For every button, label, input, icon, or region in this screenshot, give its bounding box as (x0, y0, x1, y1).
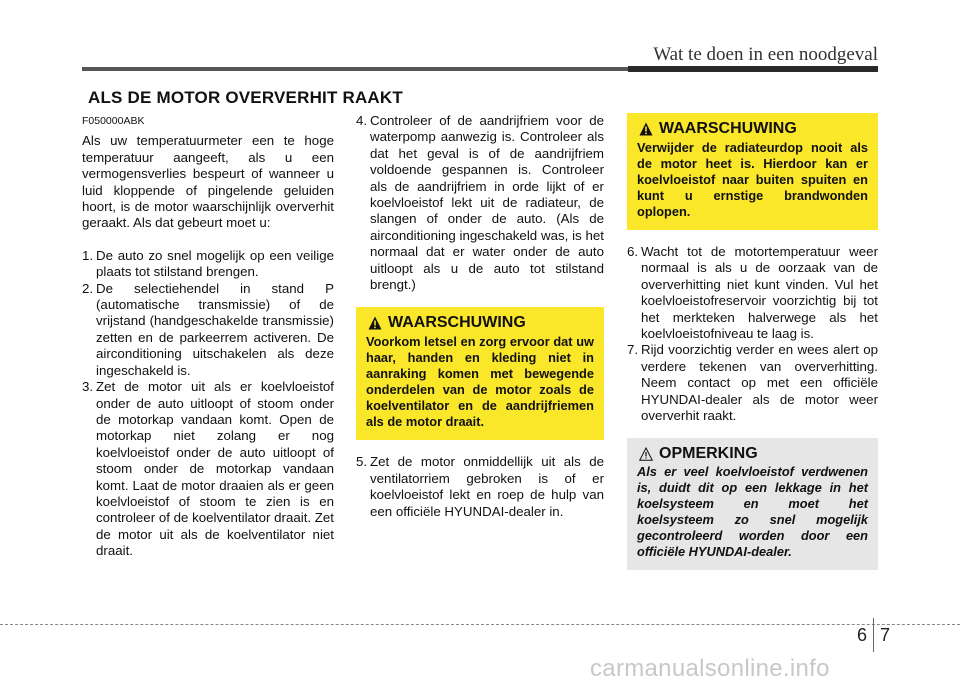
step-number: 3. (82, 379, 94, 395)
warning-heading (366, 315, 594, 331)
step-number: 5. (356, 454, 368, 470)
step-text: Rijd voorzichtig verder en wees alert op verdere tekenen van oververhitting. Neem contact op met een officiële HYUNDAI-dealer als de motor weer oververhit raakt. (641, 342, 878, 424)
column-2 (356, 113, 604, 520)
intro-paragraph: Als uw temperatuurmeter een te hoge temperatuur aangeeft, als u een vermogensverlies bespeurt of wanneer u luid kloppende of pingelende geluiden hoort, is de motor waarschijnlijk oververhit geraakt. Als dat gebeurt moet u: (82, 133, 334, 231)
warning-triangle-icon (368, 316, 382, 330)
note-box (627, 438, 878, 570)
note-title: OPMERKING (659, 445, 758, 463)
warning-box-radiator-cap (627, 113, 878, 230)
steps-list-3 (356, 454, 604, 520)
step-number: 7. (627, 342, 639, 358)
step-text: Controleer of de aandrijfriem voor de waterpomp aanwezig is. Controleer als dat het geval is of de aandrijfriem voldoende gespannen is. Controleer als de aandrijfriem in orde lijkt of er koelvloeistof lekt uit de radiateur, de slangen of onder de auto. (Als de airconditioning ingeschakeld was, is het normaal dat er water onder de auto uitloopt als u de auto tot stilstand brengt.) (370, 113, 604, 293)
note-text: Als er veel koelvloeistof verdwenen is, duidt dit op een lekkage in het koelsysteem en moet het koelsysteem zo snel mogelijk gecontroleerd worden door een officiële HYUNDAI-dealer. (637, 464, 868, 560)
step-text: Wacht tot de motortemperatuur weer normaal is als u de oorzaak van de oververhitting niet kunt vinden. Vul het koelvloeistofreservoir voorzichtig bij tot het merkteken halverwege als het koelvloeistofniveau te laag is. (641, 244, 878, 342)
footer-rule (0, 624, 960, 625)
warning-text: Verwijder de radiateurdop nooit als de motor heet is. Hierdoor kan er koelvloeistof naar buiten spuiten en kunt u ernstige brandwonden oplopen. (637, 140, 868, 219)
step-2 (82, 281, 334, 379)
section-title: ALS DE MOTOR OVERVERHIT RAAKT (88, 88, 403, 107)
section-code: F050000ABK (82, 115, 145, 127)
step-number: 4. (356, 113, 368, 128)
watermark: carmanualsonline.info (590, 655, 830, 682)
step-5 (356, 454, 604, 520)
column-3 (627, 113, 878, 570)
warning-title: WAARSCHUWING (388, 314, 526, 332)
note-heading (637, 446, 868, 462)
header-rule-accent (628, 66, 878, 72)
step-text: Zet de motor uit als er koelvloeistof onder de auto uitloopt of stoom onder de motorkap vandaan komt. Open de motorkap niet zolang er nog koelvloeistof onder de auto uitloopt of stoom onder de motorkap vandaan komt. Laat de motor draaien als er geen koelvloeistof of stoom te zien is en controleer of de koelventilator draait. Zet de motor uit als de koelventilator niet draait. (96, 379, 334, 559)
step-number: 2. (82, 280, 94, 296)
warning-text: Voorkom letsel en zorg ervoor dat uw haar, handen en kleding niet in aanraking komen met bewegende onderdelen van de motor zoals de koelventilator en de aandrijfriemen als de motor draait. (366, 334, 594, 430)
step-1 (82, 248, 334, 281)
header-title: Wat te doen in een noodgeval (653, 44, 878, 65)
step-text: De auto zo snel mogelijk op een veilige plaats tot stilstand brengen. (96, 247, 334, 280)
column-1 (82, 113, 334, 560)
warning-triangle-icon (639, 122, 653, 136)
warning-title: WAARSCHUWING (659, 120, 797, 137)
caution-triangle-icon (639, 447, 653, 461)
step-number: 6. (627, 244, 639, 259)
steps-list-4 (627, 244, 878, 424)
step-text: De selectiehendel in stand P (automatische transmissie) of de vrijstand (handgeschakelde transmissie) zetten en de parkeerrem activeren. De airconditioning uitschakelen als deze ingeschakeld is. (96, 280, 334, 378)
step-number: 1. (82, 247, 94, 263)
chapter-number: 6 (857, 625, 868, 645)
step-3 (82, 379, 334, 559)
page-number-separator (873, 618, 874, 652)
warning-box-fan (356, 307, 604, 440)
warning-heading (637, 121, 868, 137)
page-number: 7 (880, 625, 891, 645)
steps-list-1 (82, 248, 334, 560)
steps-list-2 (356, 113, 604, 293)
step-6 (627, 244, 878, 342)
step-7 (627, 342, 878, 424)
step-4 (356, 113, 604, 293)
step-text: Zet de motor onmiddellijk uit als de ventilatorriem gebroken is of er koelvloeistof lekt en roep de hulp van een officiële HYUNDAI-dealer in. (370, 454, 604, 519)
